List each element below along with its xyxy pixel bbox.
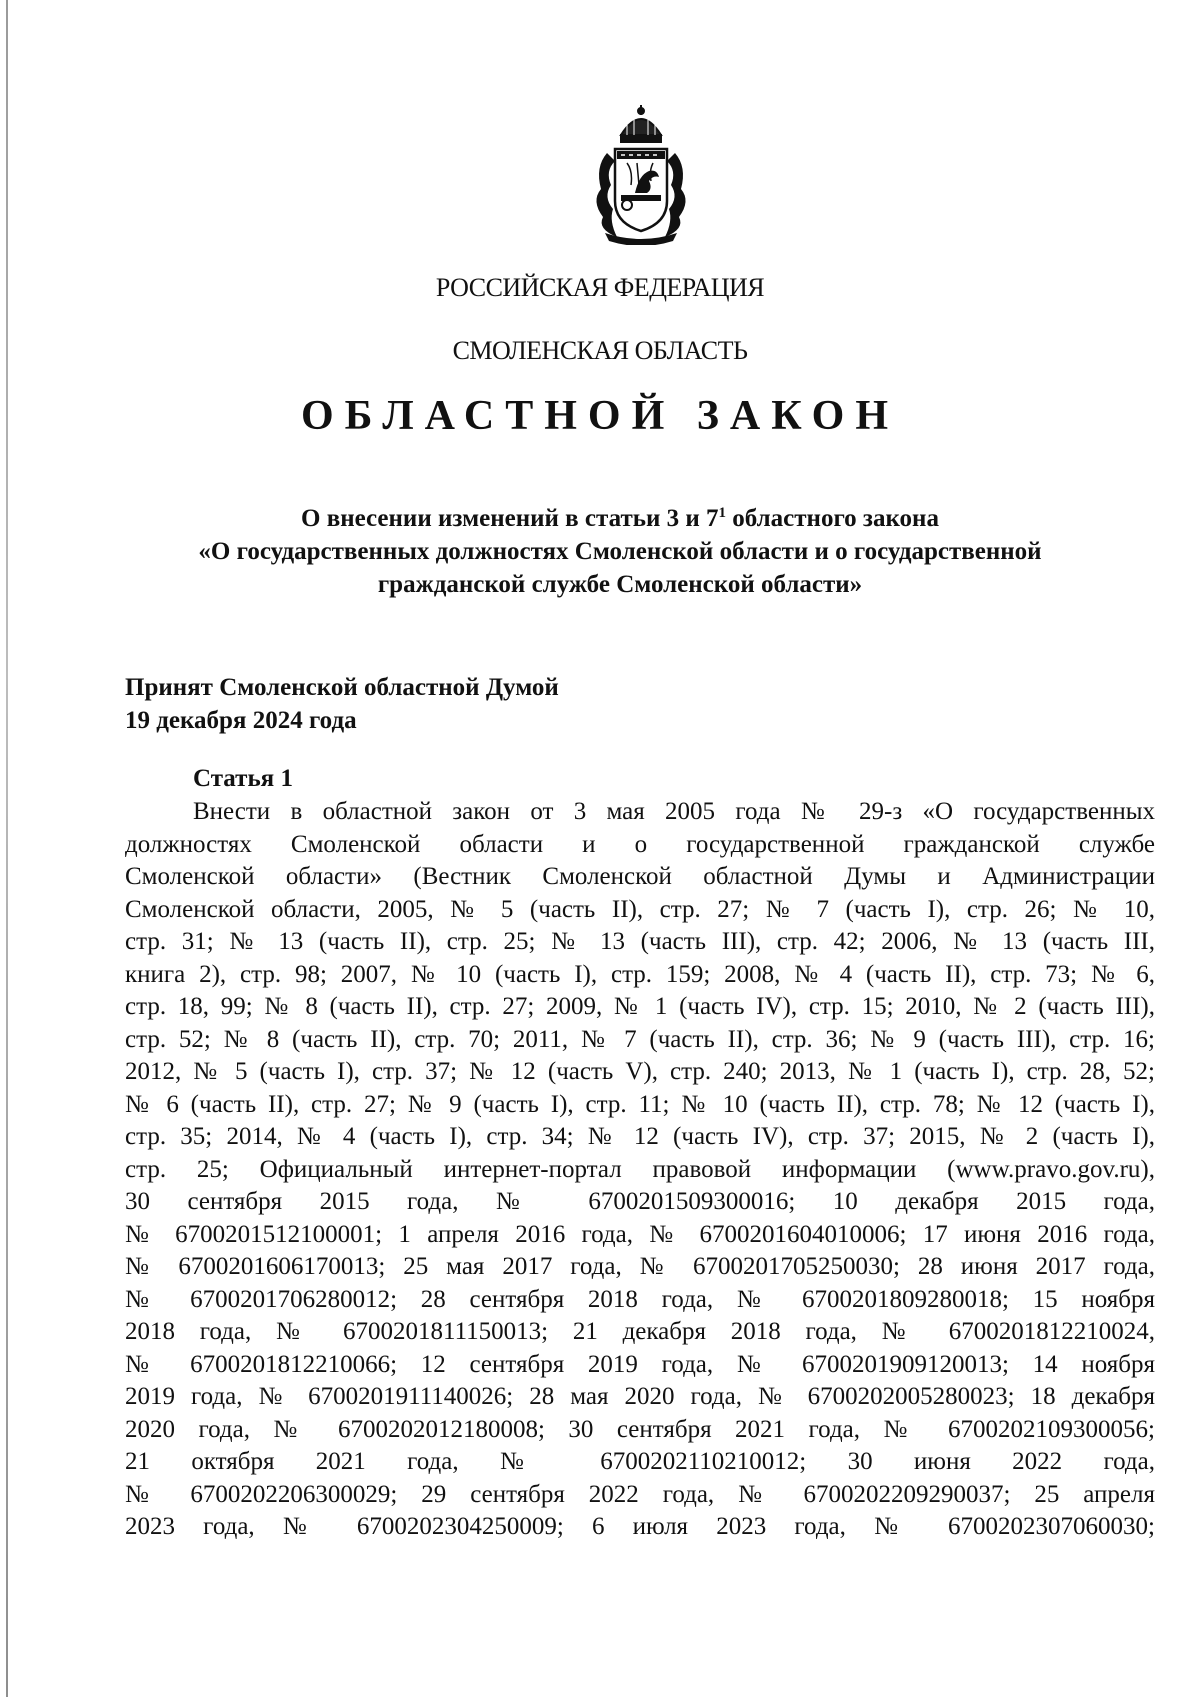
country-name: РОССИЙСКАЯ ФЕДЕРАЦИЯ [435, 273, 765, 302]
body-line: № 6700201706280012; 28 сентября 2018 года, № 6700201809280018; 15 ноября [125, 1285, 1155, 1313]
body-line: 30 сентября 2015 года, № 6700201509300016; 10 декабря 2015 года, [125, 1188, 1155, 1215]
law-title-line-2: «О государственных должностях Смоленской области и о государственной [198, 538, 1042, 565]
superscript: 1 [718, 505, 727, 521]
body-line: Смоленской области, 2005, № 5 (часть II), стр. 27; № 7 (часть I), стр. 26; № 10, [125, 895, 1155, 923]
region-name: СМОЛЕНСКАЯ ОБЛАСТЬ [452, 336, 748, 365]
body-line: стр. 35; 2014, № 4 (часть I), стр. 34; № 12 (часть IV), стр. 37; 2015, № 2 (часть I), [125, 1123, 1155, 1150]
adoption-body: Принят Смоленской областной Думой [125, 674, 559, 701]
body-line: стр. 31; № 13 (часть II), стр. 25; № 13 (часть III), стр. 42; 2006, № 13 (часть III, [125, 928, 1155, 955]
document-type: ОБЛАСТНОЙ ЗАКОН [300, 393, 900, 439]
body-line: № 6700201812210066; 12 сентября 2019 года, № 6700201909120013; 14 ноября [125, 1350, 1155, 1378]
body-line: 2012, № 5 (часть I), стр. 37; № 12 (часть V), стр. 240; 2013, № 1 (часть I), стр. 28, 52; [125, 1058, 1155, 1085]
adoption-date: 19 декабря 2024 года [125, 707, 357, 734]
body-line: 2020 года, № 6700202012180008; 30 сентября 2021 года, № 6700202109300056; [125, 1415, 1155, 1443]
law-title-line-1: О внесении изменений в статьи 3 и $7^1$ областного закона [301, 505, 939, 532]
body-line: № 6700202206300029; 29 сентября 2022 года, № 6700202209290037; 25 апреля [125, 1480, 1155, 1508]
body-line: стр. 18, 99; № 8 (часть II), стр. 27; 2009, № 1 (часть IV), стр. 15; 2010, № 2 (часть III), [125, 993, 1155, 1020]
crown-icon [621, 105, 661, 142]
adoption-info [125, 671, 559, 737]
body-line: 2019 года, № 6700201911140026; 28 мая 2020 года, № 6700202005280023; 18 декабря [125, 1383, 1155, 1410]
law-title-line-3: гражданской службе Смоленской области» [377, 571, 863, 598]
body-line: стр. 52; № 8 (часть II), стр. 70; 2011, № 7 (часть II), стр. 36; № 9 (часть III), стр. 16; [125, 1025, 1155, 1053]
body-line: Внести в областной закон от 3 мая 2005 года № 29-з «О государственных [193, 798, 1155, 825]
body-line: № 6 (часть II), стр. 27; № 9 (часть I), стр. 11; № 10 (часть II), стр. 78; № 12 (часть I), [125, 1090, 1155, 1118]
scan-edge-line [6, 0, 8, 1697]
article-heading: Статья 1 [193, 765, 293, 792]
body-line: 21 октября 2021 года, № 6700202110210012; 30 июня 2022 года, [125, 1448, 1155, 1475]
body-line: Смоленской области» (Вестник Смоленской областной Думы и Администрации [125, 863, 1155, 890]
law-title [120, 502, 1120, 601]
body-line: должностях Смоленской области и о государственной гражданской службе [125, 830, 1155, 858]
article-body [125, 796, 1155, 1544]
body-line: № 6700201512100001; 1 апреля 2016 года, № 6700201604010006; 17 июня 2016 года, [125, 1220, 1155, 1248]
body-line: № 6700201606170013; 25 мая 2017 года, № 6700201705250030; 28 июня 2017 года, [125, 1253, 1155, 1280]
coat-of-arms-emblem [587, 105, 695, 245]
shield-icon [615, 149, 667, 231]
body-line: 2023 года, № 6700202304250009; 6 июля 2023 года, № 6700202307060030; [125, 1513, 1155, 1540]
body-line: 2018 года, № 6700201811150013; 21 декабря 2018 года, № 6700201812210024, [125, 1318, 1155, 1345]
body-line: стр. 25; Официальный интернет-портал правовой информации (www.pravo.gov.ru), [125, 1155, 1155, 1183]
body-line: книга 2), стр. 98; 2007, № 10 (часть I), стр. 159; 2008, № 4 (часть II), стр. 73; № 6, [125, 960, 1155, 988]
